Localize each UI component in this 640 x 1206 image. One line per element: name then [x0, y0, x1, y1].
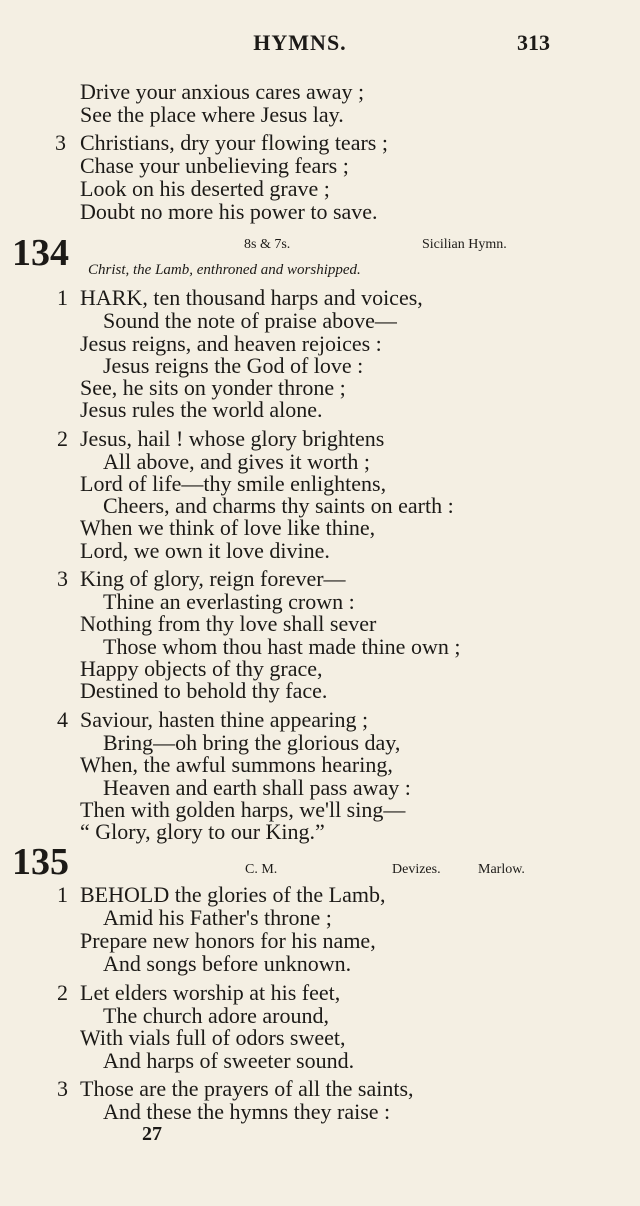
verse-line: Then with golden harps, we'll sing— — [80, 797, 406, 822]
verse-line: With vials full of odors sweet, — [80, 1025, 346, 1050]
hymn-number: 134 — [12, 232, 69, 274]
verse-line: Those are the prayers of all the saints, — [80, 1076, 414, 1101]
verse-line: When we think of love like thine, — [80, 515, 376, 540]
running-header-title: HYMNS. — [253, 30, 347, 55]
signature-mark: 27 — [142, 1123, 162, 1145]
verse-line: And songs before unknown. — [103, 951, 352, 976]
hymn-number: 135 — [12, 841, 69, 883]
verse-line: All above, and gives it worth ; — [103, 449, 371, 474]
verse-line: See the place where Jesus lay. — [80, 102, 344, 127]
verse-line: Chase your unbelieving fears ; — [80, 153, 349, 178]
stanza-number: 3 — [57, 566, 68, 591]
meter: C. M. — [245, 862, 278, 877]
verse-line: Nothing from thy love shall sever — [80, 611, 377, 636]
verse-line: And these the hymns they raise : — [103, 1099, 391, 1124]
verse-line: Amid his Father's throne ; — [103, 905, 332, 930]
verse-line: And harps of sweeter sound. — [103, 1048, 355, 1073]
verse-line: Thine an everlasting crown : — [103, 589, 355, 614]
verse-line: Happy objects of thy grace, — [80, 656, 323, 681]
stanza-number: 2 — [57, 980, 68, 1005]
stanza-number: 2 — [57, 426, 68, 451]
stanza-number: 1 — [57, 882, 68, 907]
stanza-number: 4 — [57, 707, 68, 732]
verse-line: Look on his deserted grave ; — [80, 176, 330, 201]
verse-line: HARK, ten thousand harps and voices, — [80, 285, 423, 310]
verse-line: See, he sits on yonder throne ; — [80, 375, 346, 400]
verse-line: Lord, we own it love divine. — [80, 538, 330, 563]
hymn-subtitle: Christ, the Lamb, enthroned and worshipped. — [88, 262, 361, 278]
verse-line: Destined to behold thy face. — [80, 678, 328, 703]
verse-line: Doubt no more his power to save. — [80, 199, 378, 224]
verse-line: “ Glory, glory to our King.” — [80, 819, 325, 844]
verse-line: Jesus rules the world alone. — [80, 397, 323, 422]
verse-line: BEHOLD the glories of the Lamb, — [80, 882, 386, 907]
verse-line: Drive your anxious cares away ; — [80, 79, 365, 104]
verse-line: Jesus reigns, and heaven rejoices : — [80, 331, 382, 356]
verse-line: Cheers, and charms thy saints on earth : — [103, 493, 454, 518]
verse-line: The church adore around, — [103, 1003, 330, 1028]
verse-line: Lord of life—thy smile enlightens, — [80, 471, 387, 496]
verse-line: Bring—oh bring the glorious day, — [103, 730, 401, 755]
verse-line: Christians, dry your flowing tears ; — [80, 130, 388, 155]
page-number: 313 — [517, 30, 550, 55]
stanza-number: 3 — [55, 130, 66, 155]
verse-line: When, the awful summons hearing, — [80, 752, 393, 777]
stanza-number: 1 — [57, 285, 68, 310]
verse-line: King of glory, reign forever— — [80, 566, 346, 591]
tune-name: Marlow. — [478, 862, 525, 877]
verse-line: Saviour, hasten thine appearing ; — [80, 707, 369, 732]
stanza-number: 3 — [57, 1076, 68, 1101]
verse-line: Jesus, hail ! whose glory brightens — [80, 426, 385, 451]
tune-name: Devizes. — [392, 862, 441, 877]
verse-line: Jesus reigns the God of love : — [103, 353, 364, 378]
verse-line: Let elders worship at his feet, — [80, 980, 341, 1005]
verse-line: Heaven and earth shall pass away : — [103, 775, 411, 800]
verse-line: Those whom thou hast made thine own ; — [103, 634, 461, 659]
meter: 8s & 7s. — [244, 237, 291, 252]
verse-line: Sound the note of praise above— — [103, 308, 397, 333]
tune-name: Sicilian Hymn. — [422, 237, 507, 252]
verse-line: Prepare new honors for his name, — [80, 928, 376, 953]
